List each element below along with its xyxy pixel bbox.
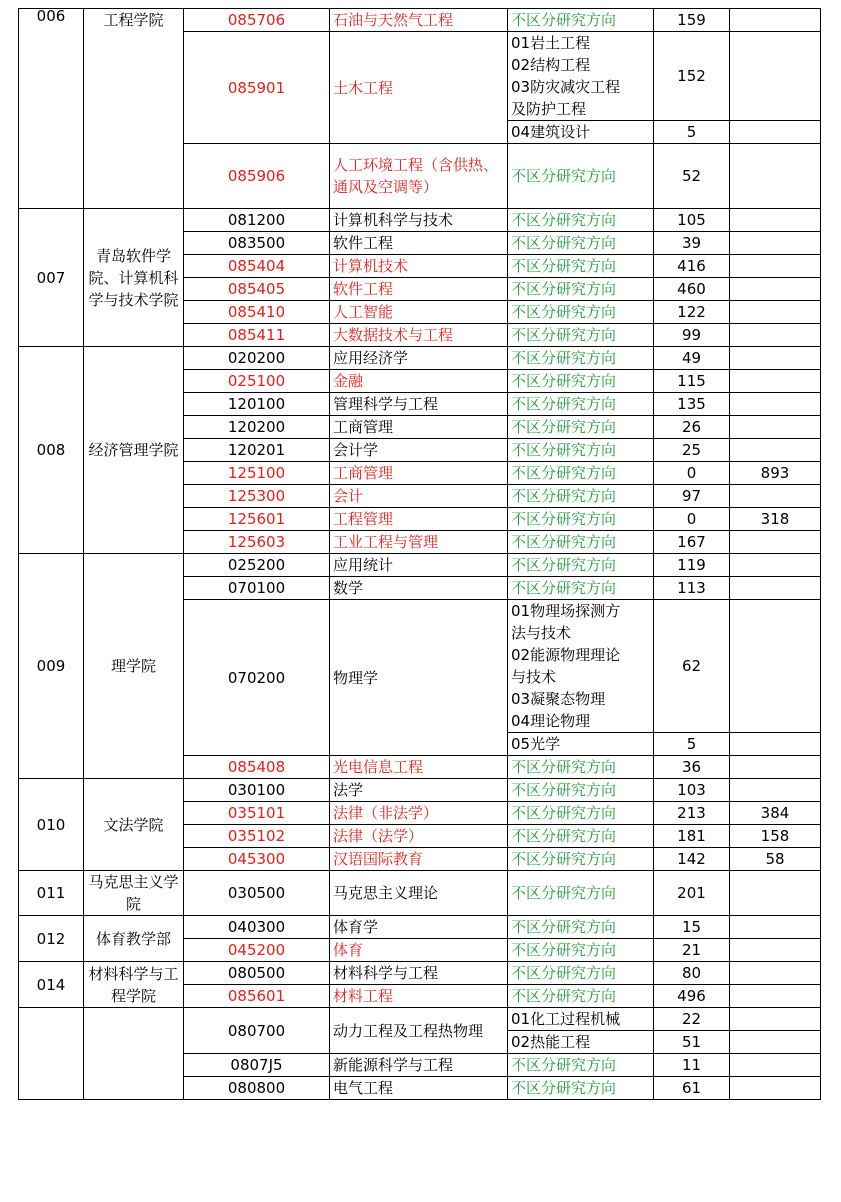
research-direction: 不区分研究方向	[508, 577, 654, 600]
research-direction: 不区分研究方向	[508, 916, 654, 939]
college-name: 马克思主义学院	[84, 871, 184, 916]
research-direction: 不区分研究方向	[508, 144, 654, 209]
quota: 122	[654, 301, 730, 324]
extra-quota	[730, 324, 821, 347]
major-code: 085404	[184, 255, 330, 278]
quota: 152	[654, 32, 730, 121]
research-direction	[508, 600, 654, 733]
extra-quota	[730, 600, 821, 733]
quota: 5	[654, 121, 730, 144]
major-code: 040300	[184, 916, 330, 939]
research-direction: 不区分研究方向	[508, 301, 654, 324]
major-name: 汉语国际教育	[330, 848, 508, 871]
research-direction: 不区分研究方向	[508, 985, 654, 1008]
extra-quota	[730, 779, 821, 802]
major-name: 法学	[330, 779, 508, 802]
direction-line: 及防护工程	[511, 100, 587, 118]
extra-quota	[730, 121, 821, 144]
major-name: 会计学	[330, 439, 508, 462]
research-direction	[508, 32, 654, 121]
major-name: 马克思主义理论	[330, 871, 508, 916]
extra-quota	[730, 871, 821, 916]
major-code: 085411	[184, 324, 330, 347]
quota: 213	[654, 802, 730, 825]
major-name: 新能源科学与工程	[330, 1054, 508, 1077]
extra-quota	[730, 209, 821, 232]
extra-quota: 318	[730, 508, 821, 531]
research-direction: 02热能工程	[508, 1031, 654, 1054]
major-code: 045300	[184, 848, 330, 871]
table-row	[19, 554, 821, 577]
research-direction: 不区分研究方向	[508, 962, 654, 985]
research-direction: 不区分研究方向	[508, 324, 654, 347]
extra-quota	[730, 916, 821, 939]
extra-quota	[730, 985, 821, 1008]
direction-line: 03凝聚态物理	[511, 690, 606, 708]
table-row	[19, 1008, 821, 1031]
quota: 0	[654, 462, 730, 485]
major-code: 085601	[184, 985, 330, 1008]
extra-quota	[730, 439, 821, 462]
research-direction: 不区分研究方向	[508, 508, 654, 531]
college-name	[84, 1008, 184, 1100]
quota: 142	[654, 848, 730, 871]
extra-quota	[730, 301, 821, 324]
major-code: 080700	[184, 1008, 330, 1054]
quota: 22	[654, 1008, 730, 1031]
extra-quota	[730, 278, 821, 301]
direction-line: 法与技术	[511, 624, 572, 642]
quota: 15	[654, 916, 730, 939]
major-code: 125601	[184, 508, 330, 531]
major-name: 动力工程及工程热物理	[330, 1008, 508, 1054]
dept-code: 006	[19, 9, 84, 209]
extra-quota	[730, 32, 821, 121]
research-direction: 不区分研究方向	[508, 347, 654, 370]
major-name: 光电信息工程	[330, 756, 508, 779]
enrollment-table	[18, 8, 821, 1100]
major-code: 085906	[184, 144, 330, 209]
quota: 11	[654, 1054, 730, 1077]
research-direction: 不区分研究方向	[508, 779, 654, 802]
major-code: 025100	[184, 370, 330, 393]
quota: 52	[654, 144, 730, 209]
major-code: 035101	[184, 802, 330, 825]
extra-quota	[730, 144, 821, 209]
research-direction: 不区分研究方向	[508, 871, 654, 916]
direction-line: 03防灾减灾工程	[511, 78, 621, 96]
extra-quota: 893	[730, 462, 821, 485]
college-name: 经济管理学院	[84, 347, 184, 554]
extra-quota	[730, 416, 821, 439]
major-code: 081200	[184, 209, 330, 232]
direction-line: 02能源物理理论	[511, 646, 621, 664]
major-name: 计算机科学与技术	[330, 209, 508, 232]
major-code: 085410	[184, 301, 330, 324]
major-name: 人工环境工程（含供热、通风及空调等）	[330, 144, 508, 209]
major-name: 工商管理	[330, 416, 508, 439]
extra-quota	[730, 531, 821, 554]
dept-code	[19, 1008, 84, 1100]
extra-quota	[730, 9, 821, 32]
quota: 105	[654, 209, 730, 232]
major-name: 土木工程	[330, 32, 508, 144]
major-name: 物理学	[330, 600, 508, 756]
dept-code: 014	[19, 962, 84, 1008]
direction-line: 04理论物理	[511, 712, 591, 730]
quota: 159	[654, 9, 730, 32]
quota: 80	[654, 962, 730, 985]
major-code: 035102	[184, 825, 330, 848]
college-name: 工程学院	[84, 9, 184, 209]
major-name: 数学	[330, 577, 508, 600]
extra-quota	[730, 1008, 821, 1031]
major-code: 085901	[184, 32, 330, 144]
research-direction: 不区分研究方向	[508, 393, 654, 416]
research-direction: 不区分研究方向	[508, 9, 654, 32]
research-direction: 04建筑设计	[508, 121, 654, 144]
dept-code: 009	[19, 554, 84, 779]
extra-quota: 58	[730, 848, 821, 871]
table-row	[19, 9, 821, 32]
extra-quota	[730, 347, 821, 370]
table-row	[19, 962, 821, 985]
college-name: 理学院	[84, 554, 184, 779]
major-name: 人工智能	[330, 301, 508, 324]
major-code: 030100	[184, 779, 330, 802]
major-code: 080500	[184, 962, 330, 985]
major-name: 材料工程	[330, 985, 508, 1008]
major-name: 法律（非法学）	[330, 802, 508, 825]
extra-quota	[730, 554, 821, 577]
quota: 99	[654, 324, 730, 347]
extra-quota	[730, 939, 821, 962]
quota: 61	[654, 1077, 730, 1100]
table-row	[19, 779, 821, 802]
quota: 103	[654, 779, 730, 802]
major-name: 法律（法学）	[330, 825, 508, 848]
table-row	[19, 916, 821, 939]
major-code: 085405	[184, 278, 330, 301]
dept-code: 007	[19, 209, 84, 347]
research-direction: 不区分研究方向	[508, 485, 654, 508]
major-code: 125603	[184, 531, 330, 554]
quota: 416	[654, 255, 730, 278]
major-code: 120100	[184, 393, 330, 416]
extra-quota	[730, 255, 821, 278]
quota: 62	[654, 600, 730, 733]
major-code: 085706	[184, 9, 330, 32]
extra-quota	[730, 1077, 821, 1100]
college-name: 青岛软件学院、计算机科学与技术学院	[84, 209, 184, 347]
extra-quota	[730, 1054, 821, 1077]
research-direction: 不区分研究方向	[508, 1077, 654, 1100]
major-name: 金融	[330, 370, 508, 393]
major-name: 应用统计	[330, 554, 508, 577]
quota: 0	[654, 508, 730, 531]
research-direction: 不区分研究方向	[508, 462, 654, 485]
major-code: 120200	[184, 416, 330, 439]
quota: 49	[654, 347, 730, 370]
extra-quota	[730, 1031, 821, 1054]
dept-code: 008	[19, 347, 84, 554]
quota: 51	[654, 1031, 730, 1054]
major-name: 材料科学与工程	[330, 962, 508, 985]
major-code: 045200	[184, 939, 330, 962]
extra-quota: 158	[730, 825, 821, 848]
quota: 201	[654, 871, 730, 916]
major-code: 020200	[184, 347, 330, 370]
quota: 115	[654, 370, 730, 393]
major-name: 工业工程与管理	[330, 531, 508, 554]
dept-code: 011	[19, 871, 84, 916]
extra-quota	[730, 756, 821, 779]
major-code: 125300	[184, 485, 330, 508]
major-code: 030500	[184, 871, 330, 916]
table-row	[19, 347, 821, 370]
research-direction: 不区分研究方向	[508, 825, 654, 848]
quota: 5	[654, 733, 730, 756]
major-name: 会计	[330, 485, 508, 508]
quota: 113	[654, 577, 730, 600]
extra-quota	[730, 393, 821, 416]
direction-line: 01物理场探测方	[511, 602, 621, 620]
major-code: 085408	[184, 756, 330, 779]
extra-quota: 384	[730, 802, 821, 825]
dept-code: 010	[19, 779, 84, 871]
research-direction: 不区分研究方向	[508, 1054, 654, 1077]
quota: 460	[654, 278, 730, 301]
research-direction: 不区分研究方向	[508, 439, 654, 462]
major-code: 0807J5	[184, 1054, 330, 1077]
major-name: 计算机技术	[330, 255, 508, 278]
research-direction: 05光学	[508, 733, 654, 756]
quota: 39	[654, 232, 730, 255]
college-name: 体育教学部	[84, 916, 184, 962]
major-name: 体育	[330, 939, 508, 962]
research-direction: 不区分研究方向	[508, 756, 654, 779]
extra-quota	[730, 733, 821, 756]
research-direction: 不区分研究方向	[508, 255, 654, 278]
research-direction: 不区分研究方向	[508, 416, 654, 439]
extra-quota	[730, 370, 821, 393]
college-name: 文法学院	[84, 779, 184, 871]
research-direction: 不区分研究方向	[508, 939, 654, 962]
quota: 21	[654, 939, 730, 962]
direction-line: 02结构工程	[511, 56, 591, 74]
major-code: 120201	[184, 439, 330, 462]
research-direction: 不区分研究方向	[508, 370, 654, 393]
major-name: 应用经济学	[330, 347, 508, 370]
research-direction: 不区分研究方向	[508, 531, 654, 554]
major-name: 工商管理	[330, 462, 508, 485]
direction-line: 与技术	[511, 668, 557, 686]
major-name: 大数据技术与工程	[330, 324, 508, 347]
direction-line: 01岩土工程	[511, 34, 591, 52]
major-code: 125100	[184, 462, 330, 485]
research-direction: 不区分研究方向	[508, 554, 654, 577]
quota: 496	[654, 985, 730, 1008]
major-name: 电气工程	[330, 1077, 508, 1100]
college-name: 材料科学与工程学院	[84, 962, 184, 1008]
major-code: 083500	[184, 232, 330, 255]
major-code: 070100	[184, 577, 330, 600]
table-row	[19, 871, 821, 916]
research-direction: 01化工过程机械	[508, 1008, 654, 1031]
quota: 135	[654, 393, 730, 416]
research-direction: 不区分研究方向	[508, 278, 654, 301]
extra-quota	[730, 962, 821, 985]
table-row	[19, 209, 821, 232]
major-name: 石油与天然气工程	[330, 9, 508, 32]
major-name: 软件工程	[330, 278, 508, 301]
major-name: 工程管理	[330, 508, 508, 531]
major-code: 080800	[184, 1077, 330, 1100]
research-direction: 不区分研究方向	[508, 802, 654, 825]
quota: 26	[654, 416, 730, 439]
major-name: 管理科学与工程	[330, 393, 508, 416]
research-direction: 不区分研究方向	[508, 848, 654, 871]
extra-quota	[730, 485, 821, 508]
quota: 119	[654, 554, 730, 577]
research-direction: 不区分研究方向	[508, 209, 654, 232]
extra-quota	[730, 577, 821, 600]
quota: 181	[654, 825, 730, 848]
major-code: 070200	[184, 600, 330, 756]
dept-code: 012	[19, 916, 84, 962]
extra-quota	[730, 232, 821, 255]
major-code: 025200	[184, 554, 330, 577]
quota: 25	[654, 439, 730, 462]
quota: 97	[654, 485, 730, 508]
quota: 167	[654, 531, 730, 554]
research-direction: 不区分研究方向	[508, 232, 654, 255]
major-name: 软件工程	[330, 232, 508, 255]
quota: 36	[654, 756, 730, 779]
major-name: 体育学	[330, 916, 508, 939]
